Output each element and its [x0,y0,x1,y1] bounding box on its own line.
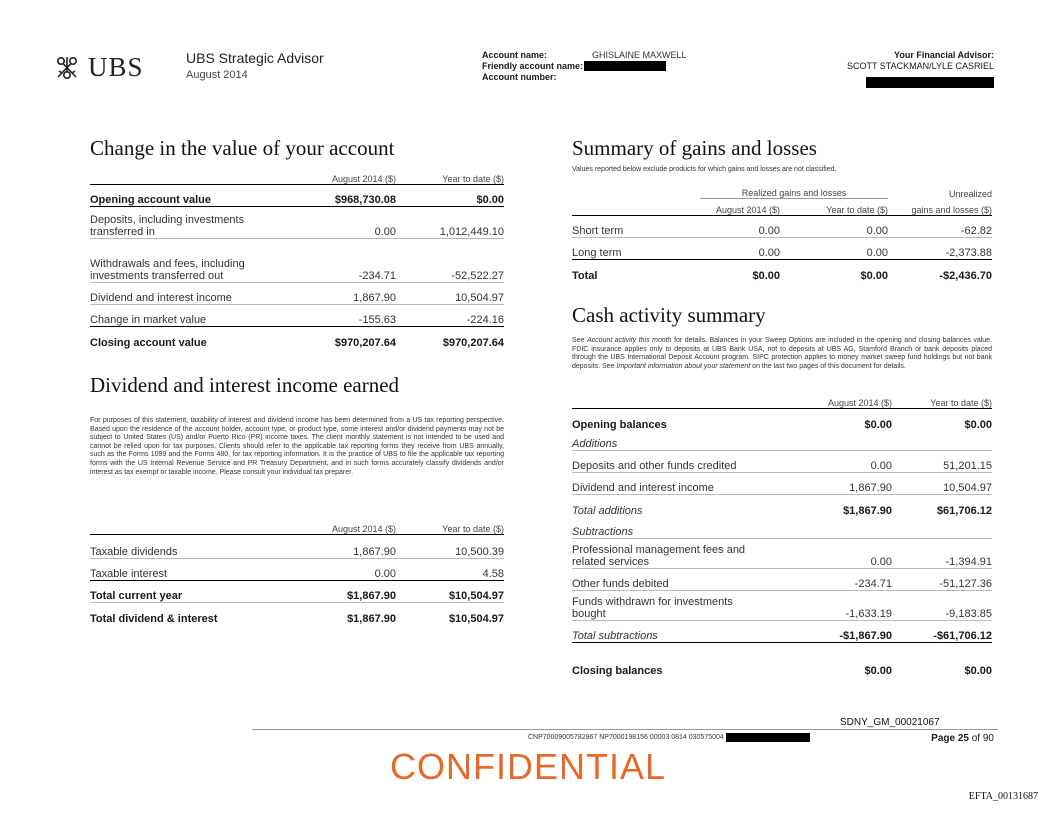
redaction-block [584,61,666,71]
table-row: Total subtractions -$1,867.90 -$61,706.12 [572,621,992,643]
account-number-label: Account number: [482,72,557,82]
table-row: Opening account value $968,730.08 $0.00 [90,185,504,207]
col-header: Year to date ($) [442,524,504,534]
account-info [482,50,687,83]
page-number: Page 25 of 90 [931,733,994,744]
tax-disclaimer: For purposes of this statement, taxability of interest and dividend income has been determined from a US tax reporting perspective. Based upon the residence of the account holder, account type, or product type, some interest and/or dividend payments may not be subject to United States (US) and/or Puerto Rico (PR) income taxes. The client monthly statement is not intended to be used and cannot be relied upon for tax purposes. Clients should refer to the applicable tax reporting forms they receive from UBS annually, such as the Forms 1099 and the Forms 480, for tax reporting information. It is the practice of UBS to file the applicable tax reporting forms with the US Internal Revenue Service and PR Treasury Department, and in such forms accurately classify dividends and/or interest as tax exempt or taxable income. Please consult your individual tax preparer. [90,417,504,476]
table-row: Total additions $1,867.90 $61,706.12 [572,495,992,517]
table-row: Dividend and interest income 1,867.90 10,504.97 [572,473,992,495]
change-value-title: Change in the value of your account [90,136,395,160]
col-header: August 2014 ($) [827,398,892,408]
bates-number: SDNY_GM_00021067 [840,717,940,728]
statement-period: August 2014 [186,69,248,81]
cash-note: See Account activity this month for details. Balances in your Sweep Options are included in the opening and closing balances value. FDIC insurance applies only to deposits at UBS Bank USA, not to deposits at UBS AG, Stamford Branch or bank deposits placed through the UBS International Deposit Account program. SIPC protection applies to money market sweep fund holdings but not bank deposits. See Important information about your statement on the last two pages of this document for details. [572,337,993,370]
table-row: Total current year $1,867.90 $10,504.97 [90,581,504,603]
table-row: Total $0.00 $0.00 -$2,436.70 [572,260,992,282]
confidential-stamp: CONFIDENTIAL [389,746,667,787]
col-header: Year to date ($) [826,205,888,215]
redaction-block [726,733,810,742]
advisor-info [847,50,994,91]
ubs-logo [52,52,144,83]
col-header: Year to date ($) [442,174,504,184]
table-row: Other funds debited -234.71 -51,127.36 [572,569,992,591]
table-row: Additions [572,438,618,450]
table-row: Deposits, including investments transferred in 0.00 1,012,449.10 [90,207,504,239]
realized-header: Realized gains and losses [700,182,888,199]
logo-wordmark: UBS [88,52,144,82]
table-row: Deposits and other funds credited 0.00 51,201.15 [572,451,992,473]
table-row: Dividend and interest income 1,867.90 10,504.97 [90,283,504,305]
col-header: Year to date ($) [930,398,992,408]
table-row: Total dividend & interest $1,867.90 $10,504.97 [90,603,504,625]
gains-title: Summary of gains and losses [572,136,817,160]
advisor-name: SCOTT STACKMAN/LYLE CASRIEL [846,61,994,71]
table-row: Opening balances $0.00 $0.00 [572,409,992,431]
col-header: gains and losses ($) [911,205,992,215]
table-row: Change in market value -155.63 -224.16 [90,305,504,327]
footer-codeline [528,733,810,742]
change-value-table [90,168,504,349]
table-row: Closing balances $0.00 $0.00 [572,643,992,677]
footer-divider [252,729,998,730]
redaction-block [866,77,994,88]
ubs-keys-icon [52,53,82,83]
codeline-text: CNP70009005782967 NP7000198156 00003 0814 030575004 [528,734,724,741]
friendly-name-label: Friendly account name: [482,61,584,71]
table-row: Taxable interest 0.00 4.58 [90,559,504,581]
table-row: Taxable dividends 1,867.90 10,500.39 [90,535,504,559]
gains-table [572,182,992,282]
unrealized-header: Unrealized [948,188,992,199]
table-row: Subtractions [572,526,634,538]
col-header: August 2014 ($) [715,205,780,215]
product-block [186,50,324,81]
product-name: UBS Strategic Advisor [186,50,324,66]
table-row: Funds withdrawn for investments bought -1,633.19 -9,183.85 [572,591,992,621]
account-name-value: GHISLAINE MAXWELL [592,50,687,60]
dividend-title: Dividend and interest income earned [90,373,400,397]
cash-table [572,392,992,677]
table-row: Closing account value $970,207.64 $970,207.64 [90,327,504,349]
gains-note: Values reported below exclude products for which gains and losses are not classified. [572,166,837,173]
col-header: August 2014 ($) [331,174,396,184]
cash-title: Cash activity summary [572,303,766,327]
table-row: Professional management fees and related services 0.00 -1,394.91 [572,539,992,569]
col-header: August 2014 ($) [331,524,396,534]
advisor-label: Your Financial Advisor: [893,50,994,60]
efta-number: EFTA_00131687 [968,791,1038,802]
account-name-label: Account name: [482,50,548,60]
table-row: Short term 0.00 0.00 -62.82 [572,216,992,238]
table-row: Long term 0.00 0.00 -2,373.88 [572,238,992,260]
table-row: Withdrawals and fees, including investments transferred out -234.71 -52,522.27 [90,239,504,283]
dividend-table [90,518,504,625]
